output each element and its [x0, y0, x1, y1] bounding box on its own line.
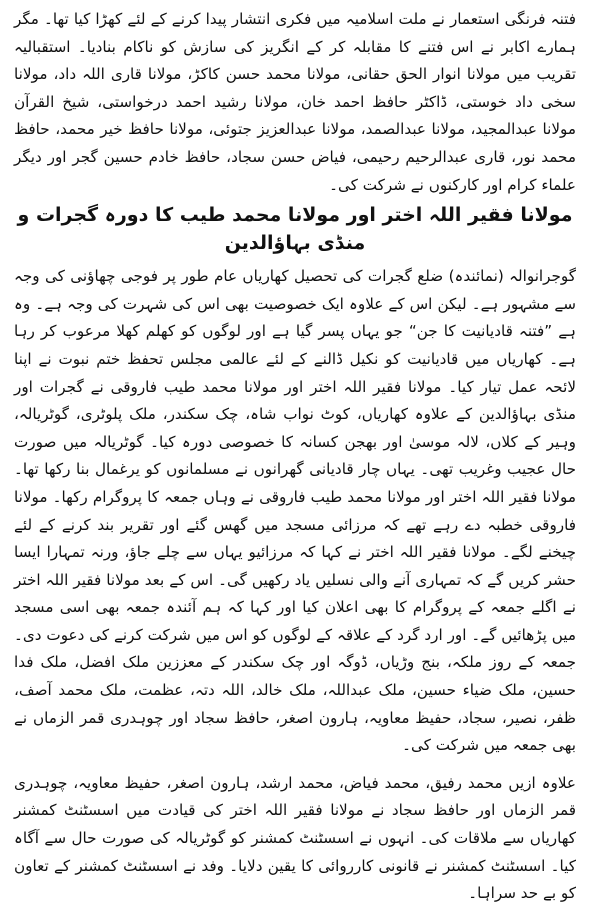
paragraph-conference-attendees: فتنہ فرنگی استعمار نے ملت اسلامیہ میں فکری انتشار پیدا کرنے کے لئے کھڑا کیا تھا۔ مگر ہمارے اکابر نے اس فتنے کا مقابلہ کر کے انگریز کی سازش کو ناکام بنادیا۔ استقبالیہ تقریب میں مولانا انوار الحق حقانی، مولانا محمد حسن کاکڑ، مولانا قاری اللہ داد، مولانا سخی داد خوستی، ڈاکٹر حافظ احمد خان، مولانا رشید احمد درخواستی، شیخ القرآن مولانا عبدالمجید، مولانا عبدالصمد، مولانا عبدالعزیز جتوئی، مولانا حافظ خیر محمد، حافظ محمد نور، قاری عبدالرحیم رحیمی، فیاض حسن سجاد، حافظ خادم حسین گجر اور دیگر علماء کرام اور کارکنوں نے شرکت کی۔	[14, 10, 576, 194]
paragraph-commissioner-meeting: علاوہ ازیں محمد رفیق، محمد فیاض، محمد ارشد، ہارون اصغر، حفیظ معاویہ، چوہدری قمر الزماں اور حافظ سجاد نے مولانا فقیر اللہ اختر کی قیادت میں اسسٹنٹ کمشنر کھاریاں سے ملاقات کی۔ انہوں نے اسسٹنٹ کمشنر کو گوٹریالہ کی صورت حال سے آگاہ کیا۔ اسسٹنٹ کمشنر نے قانونی کارروائی کا یقین دلایا۔ وفد نے اسسٹنٹ کمشنر کے تعاون کو بے حد سراہا۔	[14, 773, 576, 903]
article-headline: مولانا فقیر اللہ اختر اور مولانا محمد طیب کا دورہ گجرات و منڈی بہاؤالدین	[17, 204, 573, 255]
paragraph-tour-report: گوجرانوالہ (نمائندہ) ضلع گجرات کی تحصیل کھاریاں عام طور پر فوجی چھاؤنی کی وجہ سے مشہور ہے۔ لیکن اس کے علاوہ ایک خصوصیت بھی اس کی شہرت کی وجہ ہے۔ وہ ہے ”فتنہ قادیانیت کا جن“ جو یہاں پسر گیا ہے اور لوگوں کو کھلم کھلا مرعوب کر رہا ہے۔ کھاریاں میں قادیانیت کو نکیل ڈالنے کے لئے عالمی مجلس تحفظ ختم نبوت نے اپنا لائحہ عمل تیار کیا۔ مولانا فقیر اللہ اختر اور مولانا محمد طیب فاروقی نے گجرات اور منڈی بہاؤالدین کے علاوہ کھاریاں، کوٹ نواب شاہ، چک سکندر، ملک پلوٹری، گوٹریالہ، وہیر کے کلاں، لالہ موسیٰ اور بھجن کسانہ کا خصوصی دورہ کیا۔ گوٹریالہ میں صورت حال عجیب وغریب تھی۔ یہاں چار قادیانی گھرانوں نے مسلمانوں کو یرغمال بنا رکھا تھا۔ مولانا فقیر اللہ اختر اور مولانا محمد طیب فاروقی نے وہاں جمعہ کا پروگرام رکھا۔ مولانا فاروقی خطبہ دے رہے تھے کہ مرزائی مسجد میں گھس گئے اور تقریر بند کرنے کے لئے چیخنے لگے۔ مولانا فقیر اللہ اختر نے کہا کہ مرزائیو یہاں سے چلے جاؤ، ورنہ تمہارا ایسا حشر کریں گے کہ تمہاری آنے والی نسلیں یاد رکھیں گی۔ اس کے بعد مولانا فقیر اللہ اختر نے اگلے جمعہ کے پروگرام کا بھی اعلان کیا اور کہا کہ ہم آئندہ جمعہ بھی اسی مسجد میں پڑھائیں گے۔ اور ارد گرد کے علاقہ کے لوگوں کو اس میں شرکت کرنے کی دعوت دی۔ جمعہ کے روز ملکہ، بنج وڑیاں، ڈوگہ اور چک سکندر کے معززین ملک افضل، ملک فدا حسین، ملک ضیاء حسین، ملک عبداللہ، ملک خالد، اللہ دتہ، عظمت، ملک محمد آصف، ظفر، نصیر، سجاد، حفیظ معاویہ، ہارون اصغر، حافظ سجاد اور چوہدری قمر الزماں نے بھی جمعہ میں شرکت کی۔	[14, 267, 576, 755]
